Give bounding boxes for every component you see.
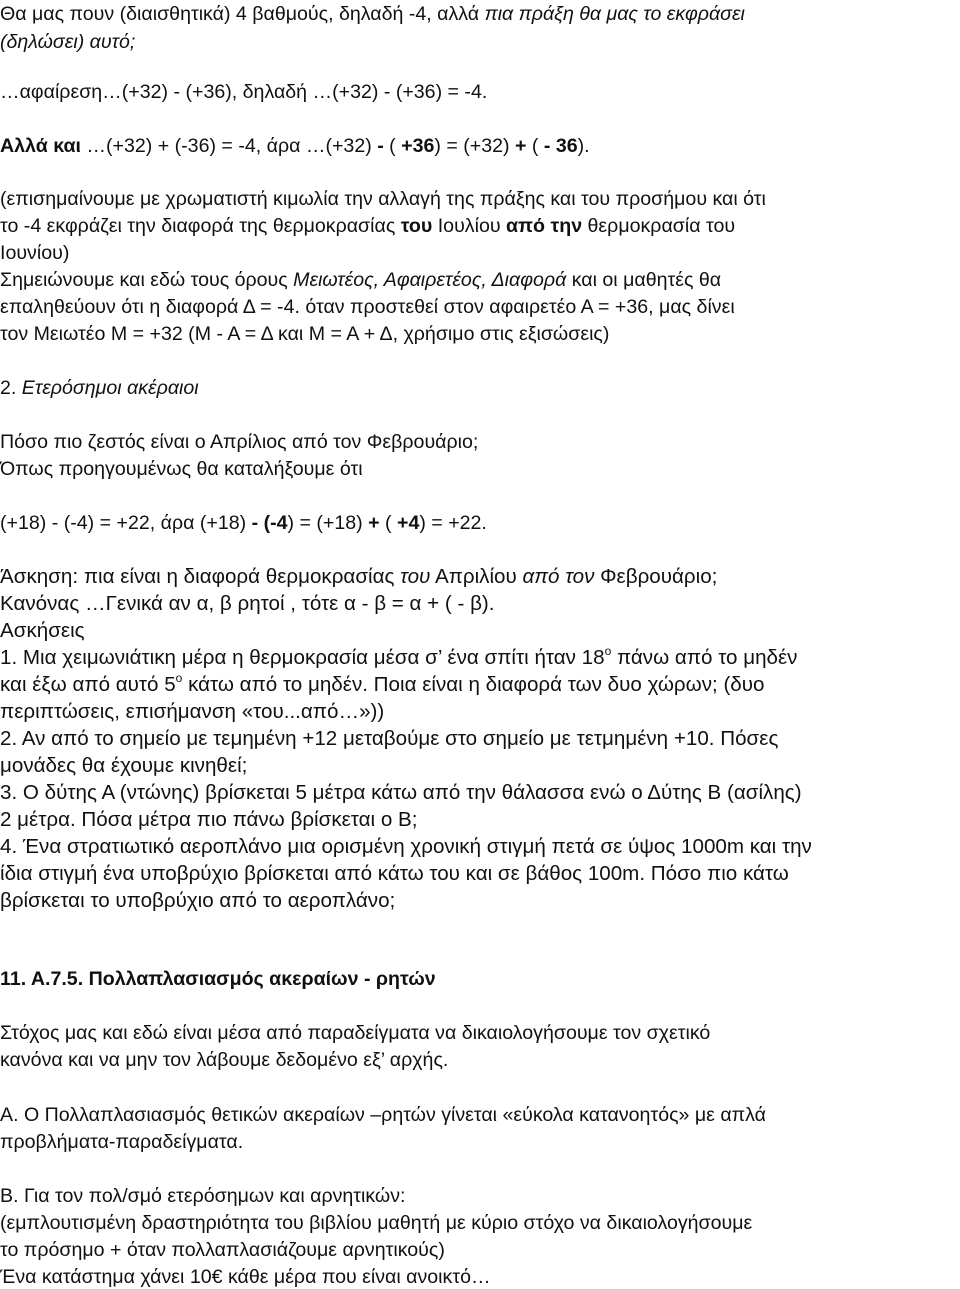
text: κάτω από το μηδέν. Ποια είναι η διαφορά των δυο χώρων; (δυο: [182, 673, 765, 696]
line-19: [0, 673, 955, 699]
text: ).: [577, 135, 590, 157]
text: …(+32) + (-36) = -4, άρα …(+32): [86, 135, 378, 157]
line-6: [0, 214, 955, 238]
text: 2.: [0, 377, 22, 399]
italic-text: Μειωτέος, Αφαιρετέος, Διαφορά: [293, 269, 567, 291]
line-23: 3. Ο δύτης Α (ντώνης) βρίσκεται 5 μέτρα κάτω από την θάλασσα ενώ ο Δύτης Β (ασίλης): [0, 781, 802, 804]
line-16: Κανόνας …Γενικά αν α, β ρητοί , τότε α - β = α + ( - β).: [0, 592, 495, 615]
line-15: [0, 565, 955, 589]
line-20: περιπτώσεις, επισήμανση «του...από…»)): [0, 700, 385, 723]
italic-text: πια πράξη θα μας το εκφράσει: [484, 3, 745, 25]
italic-text: του: [400, 565, 431, 588]
text: (: [383, 135, 402, 157]
line-9: επαληθεύουν ότι η διαφορά Δ = -4. όταν προστεθεί στον αφαιρετέο Α = +36, μας δίνει: [0, 296, 735, 318]
bold-text: +: [515, 135, 527, 157]
text: το -4 εκφράζει την διαφορά της θερμοκρασίας: [0, 215, 401, 237]
line-29: Στόχος μας και εδώ είναι μέσα από παραδείγματα να δικαιολογήσουμε τον σχετικό: [0, 1022, 711, 1044]
line-11: [0, 376, 955, 400]
text: Φεβρουάριο;: [594, 565, 718, 588]
bold-text: -: [377, 135, 384, 157]
line-12: Πόσο πιο ζεστός είναι ο Απρίλιος από τον Φεβρουάριο;: [0, 431, 479, 453]
text: ) = (+32): [434, 135, 515, 157]
line-2: (δηλώσει) αυτό;: [0, 31, 136, 53]
bold-text: Αλλά και: [0, 135, 87, 157]
bold-text: από την: [506, 215, 583, 237]
line-24: 2 μέτρα. Πόσα μέτρα πιο πάνω βρίσκεται ο Β;: [0, 808, 418, 831]
bold-text: +4: [397, 512, 420, 534]
text: (: [526, 135, 544, 157]
line-7: Ιουνίου): [0, 242, 70, 264]
text: Σημειώνουμε και εδώ τους όρους: [0, 269, 294, 291]
text: 1. Μια χειμωνιάτικη μέρα η θερμοκρασία μέσα σ’ ένα σπίτι ήταν 18: [0, 646, 605, 669]
section-title: 11. Α.7.5. Πολλαπλασιασμός ακεραίων - ρητών: [0, 968, 436, 990]
line-25: 4. Ένα στρατιωτικό αεροπλάνο μια ορισμένη χρονική στιγμή πετά σε ύψος 1000m και την: [0, 835, 812, 858]
line-8: [0, 268, 955, 292]
line-18: [0, 646, 955, 672]
text: και έξω από αυτό 5: [0, 673, 176, 696]
line-26: ίδια στιγμή ένα υποβρύχιο βρίσκεται από κάτω του και σε βάθος 100m. Πόσο πιο κάτω: [0, 862, 789, 885]
line-17: Ασκήσεις: [0, 619, 85, 642]
line-21: 2. Αν από το σημείο με τεμημένη +12 μεταβούμε στο σημείο με τετμημένη +10. Πόσες: [0, 727, 779, 750]
bold-text: +36: [401, 135, 435, 157]
line-14: [0, 511, 955, 535]
text: Ιουλίου: [432, 215, 507, 237]
line-5: (επισημαίνουμε με χρωματιστή κιμωλία την αλλαγή της πράξης και του προσήμου και ότι: [0, 188, 766, 210]
line-30: κανόνα και να μην τον λάβουμε δεδομένο εξ’ αρχής.: [0, 1049, 449, 1071]
text: θερμοκρασία του: [582, 215, 736, 237]
text: και οι μαθητές θα: [566, 269, 722, 291]
line-10: τον Μειωτέο Μ = +32 (Μ - Α = Δ και Μ = Α + Δ, χρήσιμο στις εξισώσεις): [0, 323, 610, 345]
line-13: Όπως προηγουμένως θα καταλήξουμε ότι: [0, 458, 363, 480]
line-22: μονάδες θα έχουμε κινηθεί;: [0, 754, 248, 777]
text: ) = (+18): [287, 512, 369, 534]
line-34: (εμπλουτισμένη δραστηριότητα του βιβλίου μαθητή με κύριο στόχο να δικαιολογήσουμε: [0, 1212, 753, 1234]
line-27: βρίσκεται το υποβρύχιο από το αεροπλάνο;: [0, 889, 396, 912]
line-36: Ένα κατάστημα χάνει 10€ κάθε μέρα που είναι ανοικτό…: [0, 1266, 491, 1288]
bold-text: του: [400, 215, 433, 237]
text: πάνω από το μηδέν: [611, 646, 798, 669]
line-31: Α. Ο Πολλαπλασιασμός θετικών ακεραίων –ρητών γίνεται «εύκολα κατανοητός» με απλά: [0, 1104, 767, 1126]
degree-superscript: ο: [604, 644, 612, 658]
degree-superscript: ο: [175, 671, 183, 685]
line-35: το πρόσημο + όταν πολλαπλασιάζουμε αρνητικούς): [0, 1239, 445, 1261]
bold-text: - 36: [543, 135, 578, 157]
line-32: προβλήματα-παραδείγματα.: [0, 1131, 244, 1153]
text: (+18) - (-4) = +22, άρα (+18): [0, 512, 252, 534]
line-4: [0, 134, 955, 158]
text: ) = +22.: [419, 512, 487, 534]
bold-text: +: [368, 512, 380, 534]
line-33: Β. Για τον πολ/σμό ετερόσημων και αρνητικών:: [0, 1185, 406, 1207]
text: Άσκηση: πια είναι η διαφορά θερμοκρασίας: [0, 565, 401, 588]
section-heading: Ετερόσημοι ακέραιοι: [21, 377, 199, 399]
text: Θα μας πουν (διαισθητικά) 4 βαθμούς, δηλαδή -4, αλλά: [0, 3, 485, 25]
text: (: [379, 512, 397, 534]
bold-text: - (-4: [251, 512, 288, 534]
line-3: …αφαίρεση…(+32) - (+36), δηλαδή …(+32) - (+36) = -4.: [0, 81, 488, 103]
text: Απριλίου: [430, 565, 523, 588]
italic-text: από τον: [522, 565, 595, 588]
line-1: [0, 2, 955, 26]
